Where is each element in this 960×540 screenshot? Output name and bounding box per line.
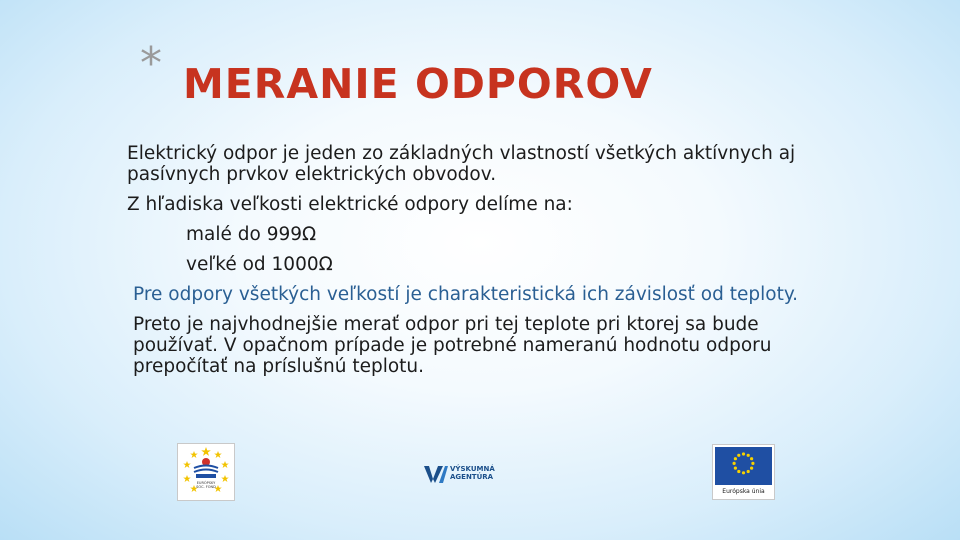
paragraph-temperature-dependence: Pre odpory všetkých veľkostí je charakteristická ich závislosť od teploty. xyxy=(133,284,799,305)
research-agency-logo xyxy=(423,462,505,486)
list-item-small-resistors: malé do 999Ω xyxy=(186,224,317,245)
eu-flag-logo xyxy=(712,444,775,500)
slide-title: MERANIE ODPOROV xyxy=(183,60,653,108)
research-agency-line2: AGENTÚRA xyxy=(450,473,494,481)
slide-body xyxy=(127,143,847,377)
title-bullet-star: * xyxy=(140,38,162,89)
european-social-fund-logo xyxy=(177,443,235,501)
svg-text:SOC. FOND: SOC. FOND xyxy=(196,485,216,489)
paragraph-definition: Elektrický odpor je jeden zo základných vlastností všetkých aktívnych aj pasívnych prvkov elektrických obvodov. xyxy=(127,143,796,185)
svg-text:EURÓPSKY: EURÓPSKY xyxy=(196,481,216,485)
paragraph-measurement-advice: Preto je najvhodnejšie merať odpor pri tej teplote pri ktorej sa bude používať. V opačnom prípade je potrebné nameranú hodnotu odporu prepočítať na príslušnú teplotu. xyxy=(133,314,772,377)
research-agency-mark-icon xyxy=(423,462,449,486)
eu-caption: Európska únia xyxy=(722,488,765,495)
research-agency-name xyxy=(450,465,495,481)
research-agency-line1: VÝSKUMNÁ xyxy=(450,465,495,473)
list-item-large-resistors: veľké od 1000Ω xyxy=(186,254,333,275)
esf-emblem-icon xyxy=(178,444,234,500)
paragraph-classification: Z hľadiska veľkosti elektrické odpory delíme na: xyxy=(127,194,573,215)
eu-flag-icon xyxy=(713,445,774,487)
